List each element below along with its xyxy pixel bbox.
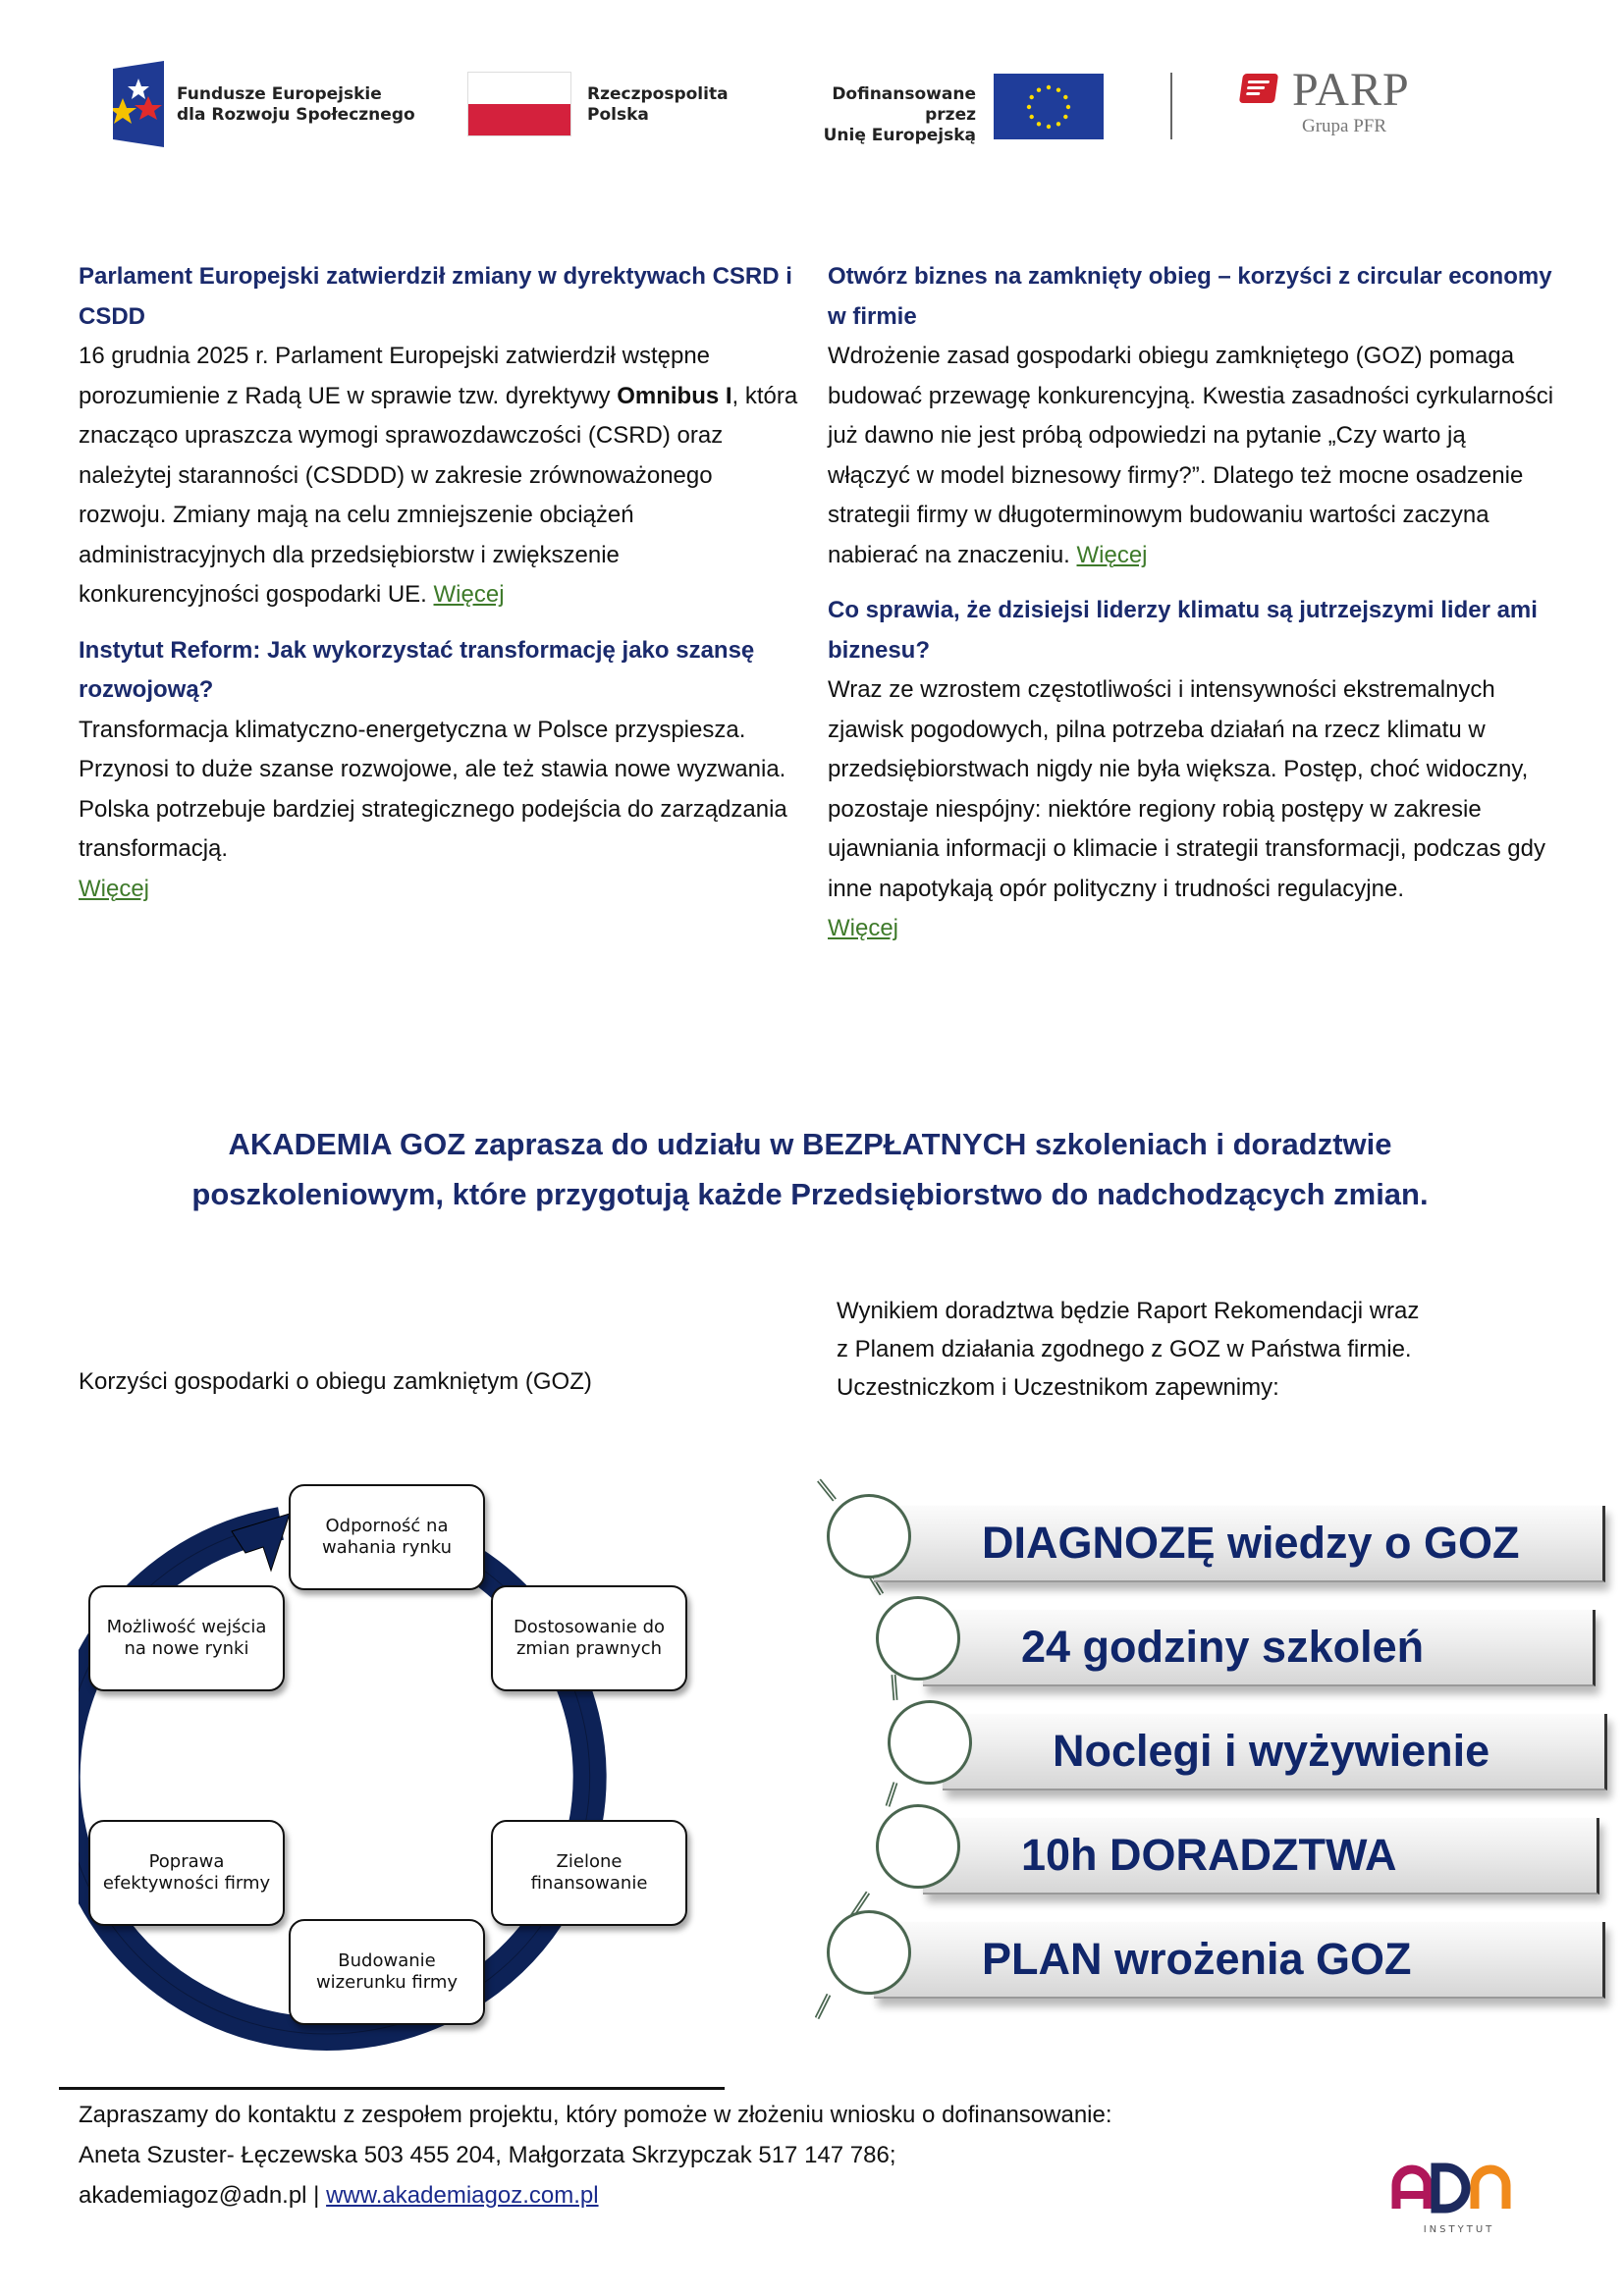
contact-links [79,2175,1355,2216]
parp-subtitle: Grupa PFR [1302,116,1387,136]
website-link[interactable]: www.akademiagoz.com.pl [326,2182,599,2209]
read-more-link[interactable]: Więcej [828,915,899,941]
offer-item-label: PLAN wrożenia GOZ [982,1934,1412,1984]
read-more-link[interactable]: Więcej [79,875,150,902]
cycle-item-market-resilience: Odporność na wahania rynku [289,1484,485,1590]
contact-footer [79,2095,1355,2216]
logo-line: Dofinansowane przez [832,84,976,125]
circle-marker-icon [827,1910,911,1995]
article-text: 16 grudnia 2025 r. Parlament Europejski zatwierdził wstępne porozumienie z Radą UE w sprawie tzw. dyrektywy [79,343,711,409]
offer-intro-line: Wynikiem doradztwa będzie Raport Rekomendacji wraz [837,1298,1420,1324]
news-article [79,631,805,910]
polish-flag-icon [467,72,571,136]
article-body [79,337,805,615]
invitation-line: AKADEMIA GOZ zaprasza do udziału w BEZPŁATNYCH szkoleniach i doradztwie [228,1127,1392,1161]
read-more-link[interactable]: Więcej [1076,541,1148,568]
article-title: Otwórz biznes na zamknięty obieg – korzyści z circular economy w firmie [828,263,1552,330]
news-article [828,257,1554,575]
parp-wordmark: PARP [1292,64,1410,116]
news-column-right [828,257,1554,965]
article-body [828,337,1554,575]
cycle-item-new-markets: Możliwość wejścia na nowe rynki [88,1585,285,1691]
logo-line: Unię Europejską [823,126,976,145]
offer-item [923,1818,1599,1895]
logo-line: dla Rozwoju Społecznego [177,105,415,125]
offer-item-label: DIAGNOZĘ wiedzy o GOZ [982,1518,1520,1568]
separator: | [306,2182,327,2209]
article-text: Wraz ze wzrostem częstotliwości i intensywności ekstremalnych zjawisk pogodowych, pilna potrzeba działań na rzecz klimatu w przedsiębiorstwach nigdy nie była większa. Postęp, choć widoczny, pozostaje niespójny: niektóre regiony robią postępy w zakresie ujawniania informacji o klimacie i strategii transformacji, podczas gdy inne napotykają opór polityczny i trudności regulacyjne. [828,676,1545,902]
offer-item [874,1506,1605,1582]
offer-item-label: 24 godziny szkoleń [1021,1622,1425,1672]
offer-item [874,1922,1605,1999]
goz-benefits-cycle-diagram [79,1472,717,2052]
article-text: , która znacząco upraszcza wymogi sprawozdawczości (CSRD) oraz należytej staranności (CSDDD) w zakresie zrównoważonego rozwoju. Zmiany mają na celu zmniejszenie obciążeń administracyjnych dla przedsiębiorstw i zwiększenie konkurencyjności gospodarki UE. [79,382,798,608]
adn-instytut-logo [1384,2160,1532,2238]
contact-intro: Zapraszamy do kontaktu z zespołem projektu, który pomoże w złożeniu wniosku o dofinansowanie: [79,2102,1112,2128]
article-text: Transformacja klimatyczno-energetyczna w Polsce przyspiesza. Przynosi to duże szanse rozwojowe, ale też stawia nowe wyzwania. Polska potrzebuje bardziej strategicznego podejścia do zarządzania transformacją. [79,716,787,862]
article-body [79,711,805,910]
circle-marker-icon [876,1596,960,1681]
logo-line: Fundusze Europejskie [177,84,382,104]
offer-item-label: 10h DORADZTWA [1021,1830,1397,1880]
header-divider [1170,73,1172,139]
invitation-heading [79,1119,1542,1219]
logo-line: Rzeczpospolita [587,84,729,104]
offer-intro-line: Uczestniczkom i Uczestnikom zapewnimy: [837,1374,1279,1401]
footer-rule [59,2087,725,2090]
article-text: Wdrożenie zasad gospodarki obiegu zamkniętego (GOZ) pomaga budować przewagę konkurencyjną. Kwestia zasadności cyrkularności już dawno nie jest próbą odpowiedzi na pytanie „Czy warto ją włączyć w model biznesowy firmy?”. Dlatego też mocne osadzenie strategii firmy w długoterminowym budowaniu wartości zaczyna nabierać na znaczeniu. [828,343,1554,568]
logo-line: Polska [587,105,649,125]
cycle-item-efficiency: Poprawa efektywności firmy [88,1820,285,1926]
cycle-item-brand-building: Budowanie wizerunku firmy [289,1919,485,2025]
offer-list [815,1472,1522,2022]
invitation-line: poszkoleniowym, które przygotują każde Przedsiębiorstwo do nadchodzących zmian. [191,1177,1429,1211]
read-more-link[interactable]: Więcej [433,581,505,608]
contact-email[interactable]: akademiagoz@adn.pl [79,2182,307,2209]
offer-intro-line: z Planem działania zgodnego z GOZ w Państwa firmie. [837,1336,1412,1362]
fundusze-europejskie-text [177,84,415,126]
benefits-label: Korzyści gospodarki o obiegu zamkniętym (GOZ) [79,1368,592,1395]
contact-people: Aneta Szuster- Łęczewska 503 455 204, Małgorzata Skrzypczak 517 147 786; [79,2142,896,2168]
article-body [828,670,1554,949]
adn-logo-sub: INSTYTUT [1423,2224,1495,2235]
fundusze-europejskie-logo-icon [113,61,164,147]
news-column-left [79,257,805,925]
article-bold-text: Omnibus I [617,382,732,409]
news-article [828,591,1554,949]
cycle-item-green-financing: Zielone finansowanie [491,1820,687,1926]
circle-marker-icon [827,1494,911,1578]
offer-item-label: Noclegi i wyżywienie [1053,1726,1490,1776]
article-title: Parlament Europejski zatwierdził zmiany w dyrektywach CSRD i CSDD [79,263,792,330]
circle-marker-icon [888,1700,972,1785]
eu-flag-icon [994,74,1104,139]
news-article [79,257,805,615]
offer-item [923,1610,1596,1686]
offer-item [943,1714,1607,1790]
offer-intro [837,1292,1543,1407]
parp-logo-icon [1239,74,1278,103]
adn-logo-icon [1384,2160,1532,2238]
cycle-item-legal-adaptation: Dostosowanie do zmian prawnych [491,1585,687,1691]
circle-marker-icon [876,1804,960,1889]
article-title: Co sprawia, że dzisiejsi liderzy klimatu są jutrzejszymi lider ami biznesu? [828,597,1538,664]
article-title: Instytut Reform: Jak wykorzystać transformację jako szansę rozwojową? [79,636,755,703]
rzeczpospolita-text [587,84,729,126]
eu-cofinanced-text [776,84,976,146]
